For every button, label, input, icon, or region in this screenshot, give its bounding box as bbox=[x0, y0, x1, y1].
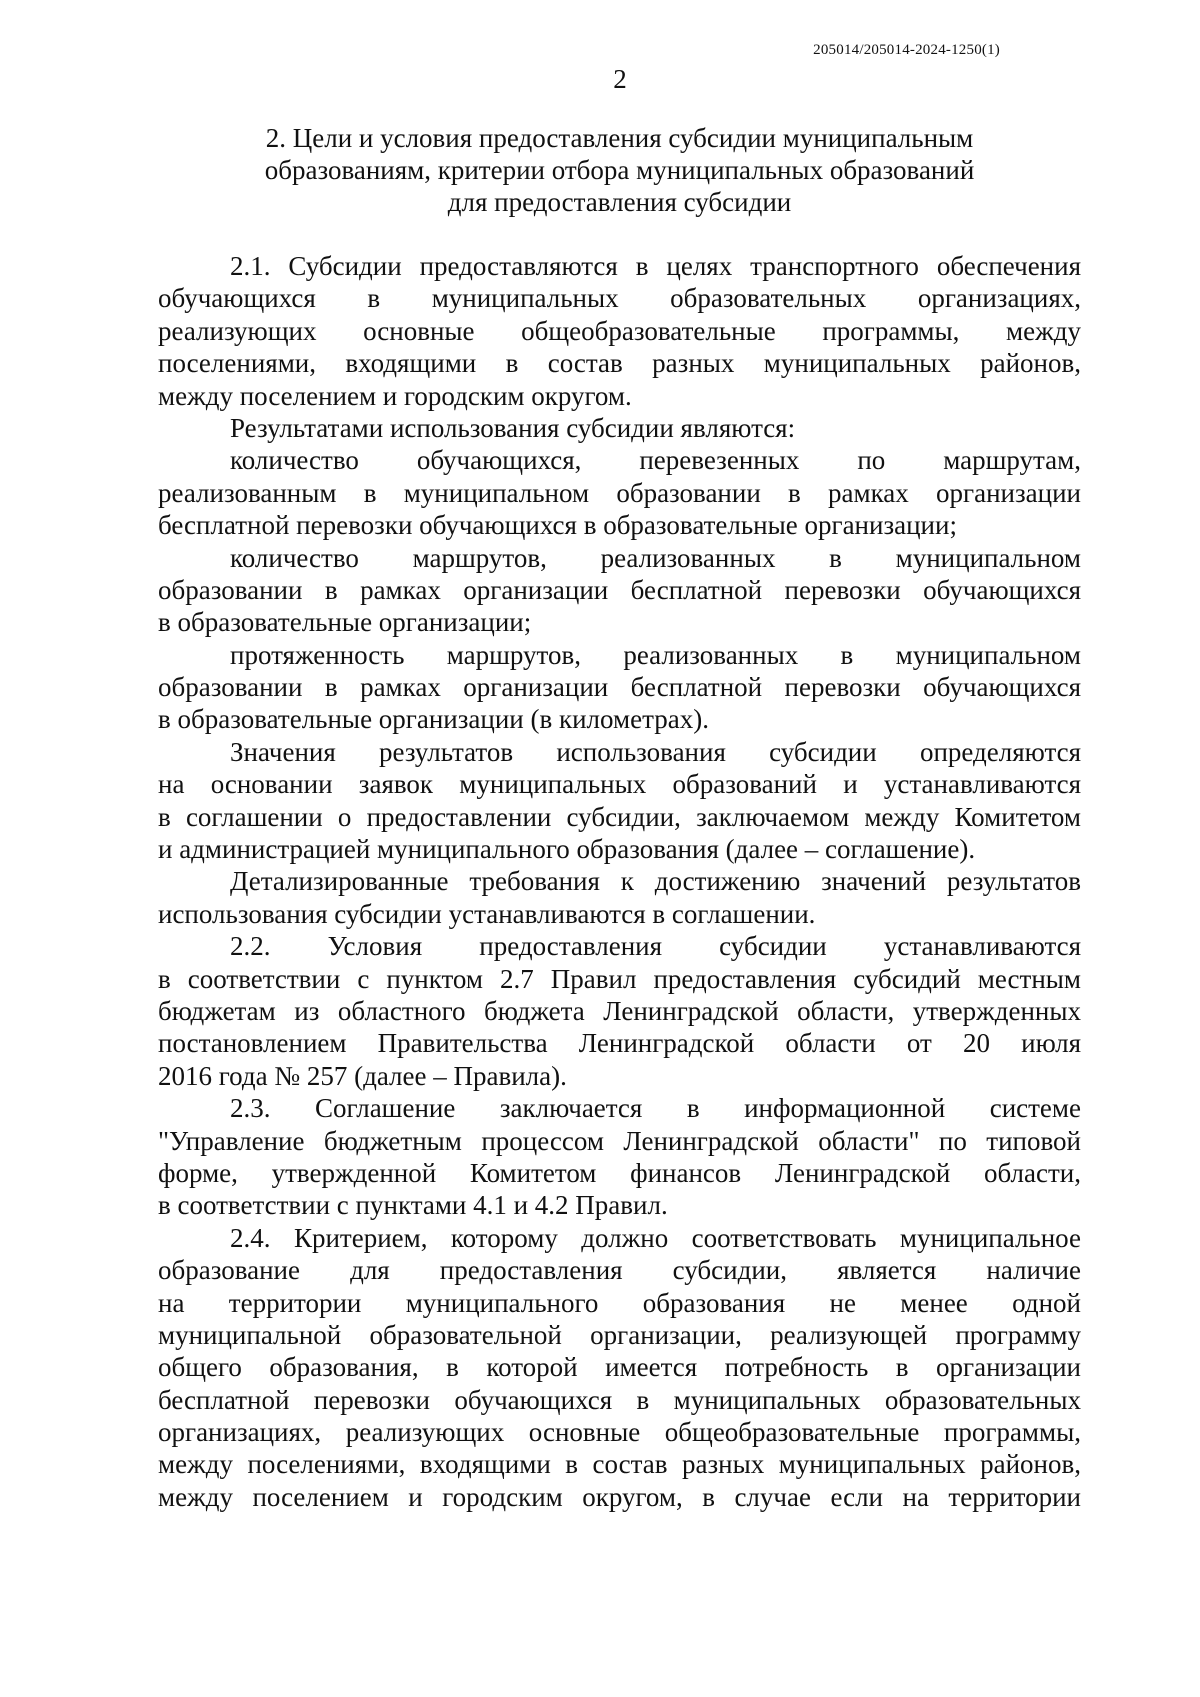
text-line: в соответствии с пунктом 2.7 Правил предоставления субсидий местным bbox=[158, 963, 1081, 994]
text-line: между поселениями, входящими в состав разных муниципальных районов, bbox=[158, 1449, 1081, 1480]
text-line: и администрацией муниципального образования (далее – соглашение). bbox=[158, 834, 976, 865]
text-line: обучающихся в муниципальных образовательных организациях, bbox=[158, 283, 1081, 314]
text-line: протяженность маршрутов, реализованных в муниципальном bbox=[230, 639, 1081, 670]
text-line: образовании в рамках организации бесплатной перевозки обучающихся bbox=[158, 574, 1081, 605]
text-line: Результатами использования субсидии являются: bbox=[230, 412, 796, 443]
text-line: поселениями, входящими в состав разных муниципальных районов, bbox=[158, 348, 1081, 379]
text-line: общего образования, в которой имеется потребность в организации bbox=[158, 1352, 1081, 1383]
section-heading bbox=[158, 122, 1081, 218]
text-line: в соответствии с пунктами 4.1 и 4.2 Правил. bbox=[158, 1190, 668, 1221]
text-line: на территории муниципального образования не менее одной bbox=[158, 1287, 1081, 1318]
text-line: организациях, реализующих основные общеобразовательные программы, bbox=[158, 1417, 1081, 1448]
text-line: на основании заявок муниципальных образований и устанавливаются bbox=[158, 769, 1081, 800]
text-line: Детализированные требования к достижению значений результатов bbox=[230, 866, 1081, 897]
text-line: в соглашении о предоставлении субсидии, заключаемом между Комитетом bbox=[158, 801, 1081, 832]
text-line: использования субсидии устанавливаются в соглашении. bbox=[158, 898, 816, 929]
heading-line: образованиям, критерии отбора муниципальных образований bbox=[264, 155, 975, 185]
text-line: количество маршрутов, реализованных в муниципальном bbox=[230, 542, 1081, 573]
text-line: в образовательные организации (в километрах). bbox=[158, 704, 709, 735]
text-line: 2.3. Соглашение заключается в информационной системе bbox=[230, 1093, 1081, 1124]
text-line: "Управление бюджетным процессом Ленинградской области" по типовой bbox=[158, 1125, 1081, 1156]
text-line: между поселением и городским округом, в случае если на территории bbox=[158, 1481, 1081, 1512]
text-line: Значения результатов использования субсидии определяются bbox=[230, 736, 1081, 767]
text-line: реализующих основные общеобразовательные программы, между bbox=[158, 315, 1081, 346]
text-line: 2016 года № 257 (далее – Правила). bbox=[158, 1060, 567, 1091]
text-line: количество обучающихся, перевезенных по маршрутам, bbox=[230, 445, 1081, 476]
text-line: постановлением Правительства Ленинградской области от 20 июля bbox=[158, 1028, 1081, 1059]
text-line: образовании в рамках организации бесплатной перевозки обучающихся bbox=[158, 672, 1081, 703]
text-line: 2.2. Условия предоставления субсидии устанавливаются bbox=[230, 931, 1081, 962]
text-line: между поселением и городским округом. bbox=[158, 380, 632, 411]
text-line: 2.1. Субсидии предоставляются в целях транспортного обеспечения bbox=[230, 251, 1081, 281]
text-line: бесплатной перевозки обучающихся в муниципальных образовательных bbox=[158, 1384, 1081, 1415]
body-text bbox=[158, 250, 1081, 1513]
text-line: реализованным в муниципальном образовании в рамках организации bbox=[158, 477, 1081, 508]
heading-line: для предоставления субсидии bbox=[447, 187, 792, 217]
heading-line: 2. Цели и условия предоставления субсидии муниципальным bbox=[265, 123, 974, 153]
text-line: 2.4. Критерием, которому должно соответствовать муниципальное bbox=[230, 1222, 1081, 1253]
page-number: 2 bbox=[613, 64, 627, 94]
document-id: 205014/205014-2024-1250(1) bbox=[813, 42, 1000, 58]
text-line: образование для предоставления субсидии, является наличие bbox=[158, 1255, 1081, 1286]
text-line: форме, утвержденной Комитетом финансов Ленинградской области, bbox=[158, 1157, 1081, 1188]
text-line: бесплатной перевозки обучающихся в образовательные организации; bbox=[158, 510, 957, 541]
text-line: муниципальной образовательной организации, реализующей программу bbox=[158, 1319, 1081, 1350]
text-line: бюджетам из областного бюджета Ленинградской области, утвержденных bbox=[158, 995, 1081, 1026]
text-line: в образовательные организации; bbox=[158, 607, 532, 638]
